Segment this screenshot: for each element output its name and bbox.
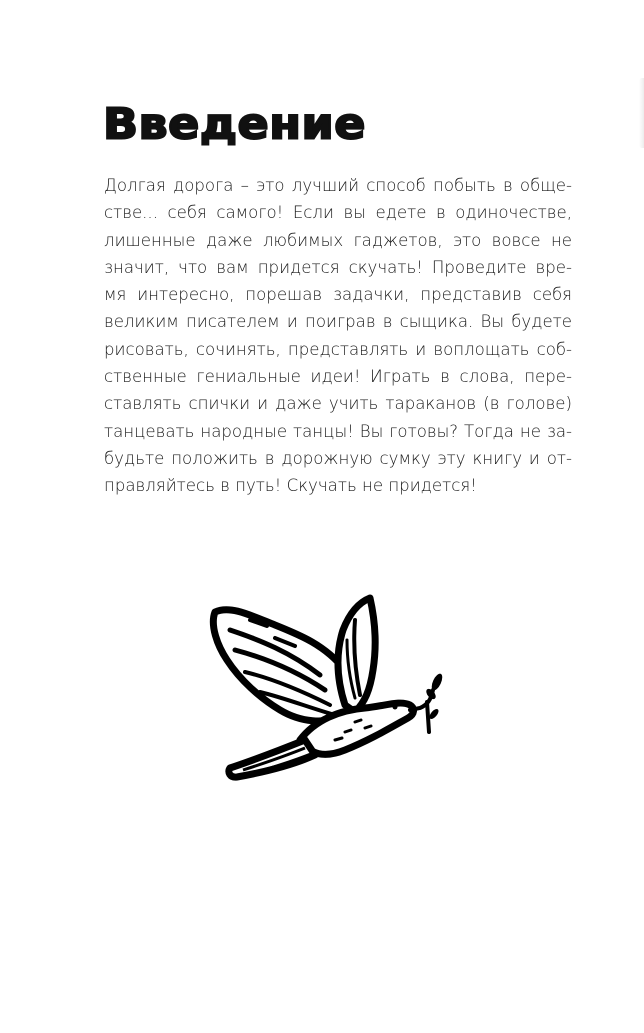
paragraph-line: значит, что вам придется скучать! Проведите вре- [104, 257, 572, 277]
paragraph-line: ставлять спички и даже учить тараканов (в голове) [104, 394, 572, 414]
paragraph-line: мя интересно, порешав задачки, представив себя [104, 285, 572, 305]
page-edge-shadow [639, 78, 644, 148]
paragraph-line: Долгая дорога – это лучший способ побыть в обще- [104, 176, 572, 195]
chapter-title: Введение [103, 98, 366, 149]
paragraph-line: стве... себя самого! Если вы едете в одиночестве, [104, 203, 572, 223]
paragraph-line: ственные гениальные идеи! Играть в слова, пере- [104, 367, 572, 387]
paragraph-line: танцевать народные танцы! Вы готовы? Тогда не за- [104, 421, 572, 441]
paragraph-line: рисовать, сочинять, представлять и воплощать соб- [104, 339, 572, 359]
paragraph-line: будьте положить в дорожную сумку эту книгу и от- [104, 448, 572, 468]
dove-with-olive-branch-icon [205, 590, 460, 790]
paragraph-line: правляйтесь в путь! Скучать не придется! [104, 476, 477, 496]
paragraph-line: великим писателем и поиграв в сыщика. Вы будете [104, 312, 572, 332]
intro-paragraph [104, 172, 572, 500]
paragraph-line: лишенные даже любимых гаджетов, это вовсе не [104, 230, 572, 250]
